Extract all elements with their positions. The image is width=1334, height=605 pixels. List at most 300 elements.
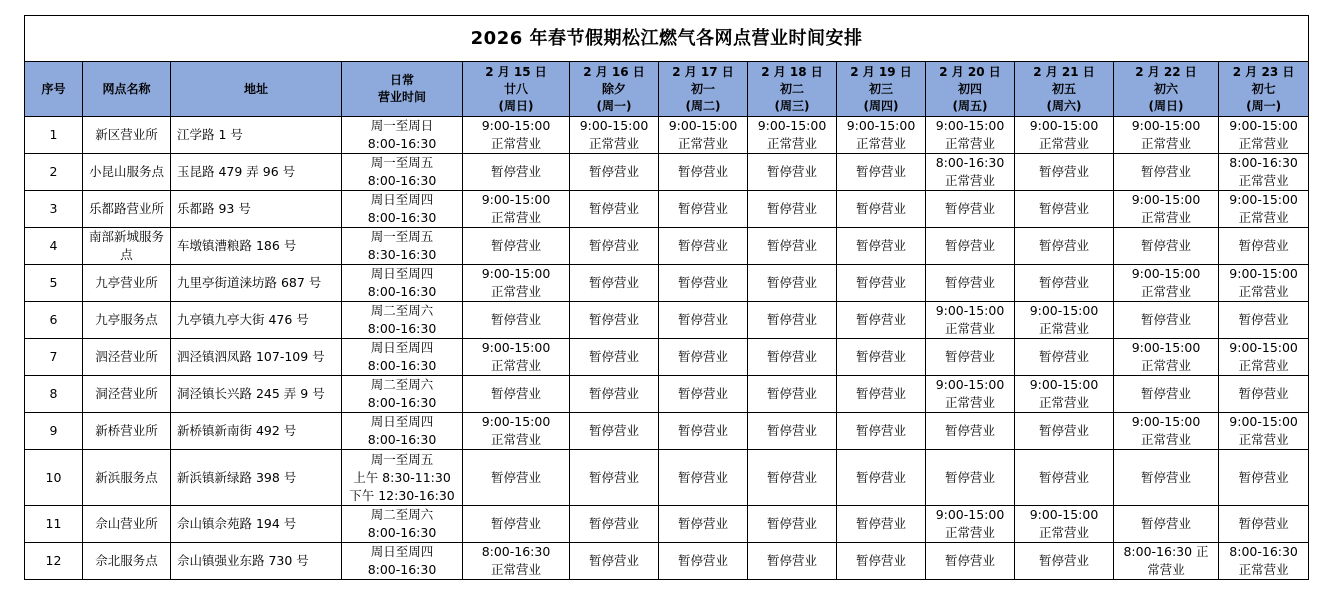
day-status-cell: [1015, 228, 1114, 265]
day-status-cell: [659, 376, 748, 413]
day-status-line: 暂停营业: [490, 516, 541, 531]
row-number: 4: [25, 228, 83, 265]
day-status-cell: [926, 339, 1015, 376]
day-status-cell: [463, 302, 570, 339]
outlet-name: 小昆山服务点: [83, 154, 171, 191]
day-status-cell: [748, 117, 837, 154]
day-status-line: 暂停营业: [1038, 469, 1089, 485]
day-status-cell: [748, 376, 837, 413]
header-address: 地址: [171, 62, 342, 117]
header-day-line: (周日): [498, 98, 534, 113]
day-status-line: 正常营业: [1038, 395, 1089, 410]
header-day-line: 2 月 17 日: [672, 64, 734, 79]
day-status-cell: [659, 265, 748, 302]
day-status-line: 8:00-16:30: [1229, 155, 1298, 170]
day-status-line: 暂停营业: [588, 553, 639, 568]
regular-hours-line: 周一至周五: [370, 155, 434, 170]
day-status-line: 暂停营业: [1140, 164, 1191, 179]
table-row: [25, 543, 1309, 580]
day-status-line: 9:00-15:00: [935, 303, 1005, 318]
day-status-cell: [1219, 228, 1309, 265]
day-status-line: 正常营业: [1238, 284, 1289, 299]
day-status-line: 暂停营业: [855, 553, 906, 568]
header-day-2: [570, 62, 659, 117]
header-day-line: (周一): [596, 98, 632, 113]
day-status-cell: [748, 191, 837, 228]
regular-hours-line: 周日至周四: [370, 414, 434, 429]
day-status-line: 正常营业: [490, 210, 541, 225]
day-status-line: 暂停营业: [677, 469, 728, 485]
day-status-cell: [570, 154, 659, 191]
day-status-line: 正常营业: [490, 358, 541, 373]
header-day-line: (周六): [1046, 98, 1082, 113]
day-status-cell: [570, 339, 659, 376]
header-day-line: 2 月 16 日: [583, 64, 645, 79]
day-status-line: 正常营业: [677, 136, 728, 151]
day-status-line: 正常营业: [1238, 432, 1289, 447]
day-status-line: 9:00-15:00: [1229, 192, 1298, 207]
day-status-line: 暂停营业: [1238, 516, 1289, 531]
row-number: 10: [25, 450, 83, 506]
day-status-line: 暂停营业: [588, 238, 639, 253]
day-status-cell: [837, 506, 926, 543]
day-status-line: 暂停营业: [1038, 275, 1089, 290]
day-status-line: 暂停营业: [944, 423, 995, 438]
day-status-cell: [926, 154, 1015, 191]
regular-hours-line: 周一至周五: [370, 451, 434, 467]
outlet-name: 乐都路营业所: [83, 191, 171, 228]
regular-hours-line: 周日至周四: [370, 192, 434, 207]
regular-hours-line: 8:00-16:30: [367, 395, 437, 410]
day-status-line: 正常营业: [588, 136, 639, 151]
day-status-line: 暂停营业: [855, 516, 906, 531]
day-status-line: 暂停营业: [677, 238, 728, 253]
day-status-cell: [1114, 117, 1219, 154]
day-status-line: 暂停营业: [855, 275, 906, 290]
day-status-line: 暂停营业: [1038, 349, 1089, 364]
day-status-line: 暂停营业: [855, 386, 906, 401]
day-status-line: 9:00-15:00: [1029, 377, 1099, 392]
regular-hours-line: 8:00-16:30: [367, 525, 437, 540]
outlet-address: 九里亭街道涞坊路 687 号: [171, 265, 342, 302]
table-row: [25, 376, 1309, 413]
day-status-cell: [1015, 450, 1114, 506]
day-status-cell: [1219, 154, 1309, 191]
regular-hours: [342, 154, 463, 191]
day-status-line: 暂停营业: [1238, 238, 1289, 253]
header-day-3: [659, 62, 748, 117]
outlet-name: 新浜服务点: [83, 450, 171, 506]
outlet-address: 车墩镇漕粮路 186 号: [171, 228, 342, 265]
day-status-cell: [837, 376, 926, 413]
table-row: [25, 339, 1309, 376]
day-status-line: 暂停营业: [1140, 386, 1191, 401]
day-status-cell: [748, 302, 837, 339]
day-status-line: 暂停营业: [677, 423, 728, 438]
day-status-line: 正常营业: [490, 432, 541, 447]
day-status-cell: [1219, 265, 1309, 302]
day-status-line: 暂停营业: [490, 386, 541, 401]
day-status-cell: [570, 506, 659, 543]
day-status-line: 暂停营业: [855, 312, 906, 327]
outlet-name: 佘山营业所: [83, 506, 171, 543]
header-day-line: 2 月 15 日: [485, 64, 547, 79]
title-row: [25, 16, 1309, 62]
day-status-line: 正常营业: [490, 136, 541, 151]
header-day-1: [463, 62, 570, 117]
day-status-line: 9:00-15:00: [481, 266, 551, 281]
header-day-6: [926, 62, 1015, 117]
day-status-line: 暂停营业: [1038, 238, 1089, 253]
outlet-name: 新桥营业所: [83, 413, 171, 450]
day-status-cell: [748, 450, 837, 506]
regular-hours-line: 周一至周日: [370, 118, 434, 133]
day-status-cell: [463, 450, 570, 506]
regular-hours-line: 下午 12:30-16:30: [349, 487, 455, 503]
regular-hours-line: 周一至周五: [370, 229, 434, 244]
header-day-line: (周一): [1246, 98, 1282, 113]
day-status-cell: [1114, 302, 1219, 339]
day-status-line: 9:00-15:00: [935, 377, 1005, 392]
outlet-name: 南部新城服务点: [83, 228, 171, 265]
day-status-cell: [837, 228, 926, 265]
day-status-line: 暂停营业: [490, 469, 541, 485]
row-number: 8: [25, 376, 83, 413]
header-day-line: 初三: [868, 81, 893, 96]
header-day-5: [837, 62, 926, 117]
day-status-line: 暂停营业: [677, 164, 728, 179]
page-title: 2026 年春节假期松江燃气各网点营业时间安排: [25, 16, 1309, 62]
day-status-line: 9:00-15:00: [481, 340, 551, 355]
day-status-line: 9:00-15:00: [668, 118, 738, 133]
day-status-line: 暂停营业: [944, 553, 995, 568]
regular-hours: [342, 265, 463, 302]
day-status-line: 正常营业: [1238, 210, 1289, 225]
header-day-line: 2 月 22 日: [1135, 64, 1197, 79]
day-status-cell: [570, 228, 659, 265]
day-status-cell: [1015, 117, 1114, 154]
regular-hours: [342, 376, 463, 413]
day-status-line: 暂停营业: [1140, 312, 1191, 327]
header-regular: [342, 62, 463, 117]
day-status-cell: [1219, 191, 1309, 228]
day-status-line: 暂停营业: [588, 516, 639, 531]
day-status-line: 暂停营业: [1238, 386, 1289, 401]
day-status-line: 9:00-15:00: [1131, 192, 1201, 207]
day-status-cell: [463, 191, 570, 228]
day-status-cell: [570, 265, 659, 302]
day-status-cell: [1015, 265, 1114, 302]
day-status-cell: [837, 117, 926, 154]
day-status-line: 9:00-15:00: [1131, 118, 1201, 133]
day-status-line: 正常营业: [766, 136, 817, 151]
day-status-cell: [659, 228, 748, 265]
row-number: 9: [25, 413, 83, 450]
day-status-cell: [926, 376, 1015, 413]
day-status-line: 9:00-15:00: [1229, 266, 1298, 281]
day-status-line: 暂停营业: [677, 386, 728, 401]
header-day-line: 初七: [1251, 81, 1276, 96]
day-status-line: 暂停营业: [766, 516, 817, 531]
header-day-line: 2 月 20 日: [939, 64, 1001, 79]
row-number: 12: [25, 543, 83, 580]
day-status-line: 9:00-15:00: [1029, 118, 1099, 133]
day-status-cell: [463, 339, 570, 376]
outlet-name: 九亭服务点: [83, 302, 171, 339]
header-day-line: 2 月 21 日: [1033, 64, 1095, 79]
outlet-name: 洞泾营业所: [83, 376, 171, 413]
day-status-line: 8:00-16:30: [1229, 544, 1298, 559]
day-status-line: 正常营业: [944, 173, 995, 188]
regular-hours: [342, 117, 463, 154]
day-status-line: 9:00-15:00: [846, 118, 916, 133]
day-status-cell: [463, 154, 570, 191]
day-status-cell: [463, 376, 570, 413]
day-status-line: 暂停营业: [944, 349, 995, 364]
table-row: [25, 506, 1309, 543]
day-status-cell: [1219, 450, 1309, 506]
schedule-sheet: [24, 15, 1308, 580]
day-status-cell: [926, 191, 1015, 228]
header-day-7: [1015, 62, 1114, 117]
row-number: 7: [25, 339, 83, 376]
header-row: [25, 62, 1309, 117]
row-number: 6: [25, 302, 83, 339]
header-day-4: [748, 62, 837, 117]
day-status-cell: [1015, 413, 1114, 450]
day-status-line: 9:00-15:00: [757, 118, 827, 133]
day-status-cell: [1219, 339, 1309, 376]
day-status-line: 正常营业: [1038, 136, 1089, 151]
day-status-line: 9:00-15:00: [1029, 507, 1099, 522]
day-status-line: 暂停营业: [944, 469, 995, 485]
day-status-line: 正常营业: [944, 395, 995, 410]
outlet-name: 泗泾营业所: [83, 339, 171, 376]
header-day-line: 初六: [1153, 81, 1178, 96]
row-number: 3: [25, 191, 83, 228]
day-status-cell: [1114, 191, 1219, 228]
day-status-line: 正常营业: [944, 321, 995, 336]
regular-hours-line: 周二至周六: [370, 377, 434, 392]
outlet-address: 佘山镇强业东路 730 号: [171, 543, 342, 580]
day-status-line: 8:00-16:30 正: [1123, 544, 1209, 559]
table-row: [25, 228, 1309, 265]
header-day-line: 初五: [1051, 81, 1076, 96]
day-status-line: 暂停营业: [1038, 423, 1089, 438]
day-status-line: 暂停营业: [588, 469, 639, 485]
day-status-cell: [570, 302, 659, 339]
day-status-line: 正常营业: [1140, 136, 1191, 151]
row-number: 2: [25, 154, 83, 191]
regular-hours-line: 8:00-16:30: [367, 173, 437, 188]
table-row: [25, 265, 1309, 302]
regular-hours-line: 周二至周六: [370, 303, 434, 318]
day-status-cell: [570, 413, 659, 450]
regular-hours: [342, 339, 463, 376]
header-day-line: (周二): [685, 98, 721, 113]
day-status-line: 暂停营业: [588, 349, 639, 364]
day-status-cell: [1015, 302, 1114, 339]
outlet-address: 玉昆路 479 弄 96 号: [171, 154, 342, 191]
day-status-cell: [659, 154, 748, 191]
day-status-line: 正常营业: [855, 136, 906, 151]
outlet-address: 江学路 1 号: [171, 117, 342, 154]
day-status-cell: [1015, 339, 1114, 376]
day-status-cell: [659, 191, 748, 228]
day-status-cell: [748, 413, 837, 450]
day-status-cell: [1015, 191, 1114, 228]
table-row: [25, 450, 1309, 506]
day-status-cell: [837, 154, 926, 191]
day-status-cell: [1219, 413, 1309, 450]
header-day-line: (周四): [863, 98, 899, 113]
day-status-line: 暂停营业: [677, 312, 728, 327]
day-status-cell: [748, 265, 837, 302]
day-status-line: 暂停营业: [677, 349, 728, 364]
day-status-line: 暂停营业: [1140, 469, 1191, 485]
header-day-line: (周三): [774, 98, 810, 113]
day-status-cell: [837, 302, 926, 339]
row-number: 11: [25, 506, 83, 543]
day-status-line: 正常营业: [490, 562, 541, 577]
day-status-cell: [926, 302, 1015, 339]
header-day-8: [1114, 62, 1219, 117]
table-row: [25, 191, 1309, 228]
regular-hours-line: 周日至周四: [370, 340, 434, 355]
day-status-line: 正常营业: [1140, 358, 1191, 373]
day-status-line: 暂停营业: [766, 164, 817, 179]
day-status-line: 暂停营业: [1140, 516, 1191, 531]
day-status-cell: [1114, 376, 1219, 413]
day-status-line: 9:00-15:00: [1229, 118, 1298, 133]
day-status-line: 暂停营业: [766, 553, 817, 568]
day-status-cell: [1114, 413, 1219, 450]
day-status-line: 9:00-15:00: [935, 118, 1005, 133]
day-status-line: 正常营业: [944, 136, 995, 151]
day-status-cell: [570, 117, 659, 154]
day-status-line: 暂停营业: [855, 423, 906, 438]
day-status-line: 9:00-15:00: [1229, 340, 1298, 355]
day-status-cell: [837, 413, 926, 450]
day-status-line: 常营业: [1147, 562, 1185, 577]
day-status-line: 暂停营业: [855, 469, 906, 485]
day-status-cell: [570, 543, 659, 580]
day-status-cell: [926, 543, 1015, 580]
day-status-line: 9:00-15:00: [1131, 414, 1201, 429]
day-status-cell: [659, 117, 748, 154]
header-day-line: 除夕: [601, 81, 626, 96]
schedule-table: [24, 15, 1309, 580]
header-name: 网点名称: [83, 62, 171, 117]
day-status-cell: [570, 376, 659, 413]
day-status-line: 正常营业: [490, 284, 541, 299]
day-status-line: 暂停营业: [855, 238, 906, 253]
regular-hours-line: 8:00-16:30: [367, 284, 437, 299]
day-status-cell: [926, 506, 1015, 543]
header-day-line: 初四: [957, 81, 982, 96]
day-status-cell: [1114, 450, 1219, 506]
regular-hours-line: 8:00-16:30: [367, 210, 437, 225]
day-status-line: 暂停营业: [766, 386, 817, 401]
regular-hours-line: 8:00-16:30: [367, 321, 437, 336]
day-status-line: 暂停营业: [766, 423, 817, 438]
row-number: 1: [25, 117, 83, 154]
outlet-address: 新桥镇新南街 492 号: [171, 413, 342, 450]
day-status-cell: [463, 117, 570, 154]
table-row: [25, 413, 1309, 450]
day-status-cell: [1219, 302, 1309, 339]
regular-hours: [342, 228, 463, 265]
day-status-line: 暂停营业: [766, 349, 817, 364]
header-day-9: [1219, 62, 1309, 117]
regular-hours-line: 上午 8:30-11:30: [353, 469, 451, 485]
outlet-address: 泗泾镇泗凤路 107-109 号: [171, 339, 342, 376]
day-status-cell: [659, 339, 748, 376]
day-status-line: 暂停营业: [588, 386, 639, 401]
header-day-line: 廿八: [503, 81, 528, 96]
day-status-cell: [463, 506, 570, 543]
regular-hours: [342, 506, 463, 543]
header-regular-line: 日常: [389, 73, 414, 87]
regular-hours: [342, 450, 463, 506]
day-status-cell: [463, 228, 570, 265]
day-status-cell: [463, 265, 570, 302]
day-status-line: 暂停营业: [855, 164, 906, 179]
day-status-line: 暂停营业: [490, 164, 541, 179]
day-status-cell: [748, 339, 837, 376]
day-status-cell: [837, 450, 926, 506]
day-status-cell: [659, 506, 748, 543]
day-status-cell: [1114, 339, 1219, 376]
day-status-cell: [837, 265, 926, 302]
day-status-line: 9:00-15:00: [1131, 266, 1201, 281]
day-status-line: 暂停营业: [855, 349, 906, 364]
day-status-line: 暂停营业: [855, 201, 906, 216]
header-day-line: 初二: [779, 81, 804, 96]
regular-hours-line: 周二至周六: [370, 507, 434, 522]
day-status-line: 正常营业: [1140, 284, 1191, 299]
regular-hours: [342, 191, 463, 228]
day-status-line: 暂停营业: [1038, 164, 1089, 179]
day-status-line: 8:00-16:30: [481, 544, 551, 559]
day-status-line: 9:00-15:00: [1131, 340, 1201, 355]
day-status-line: 暂停营业: [677, 516, 728, 531]
day-status-cell: [1114, 154, 1219, 191]
day-status-cell: [1015, 376, 1114, 413]
day-status-line: 9:00-15:00: [1229, 414, 1298, 429]
day-status-line: 暂停营业: [490, 312, 541, 327]
day-status-cell: [1015, 154, 1114, 191]
day-status-cell: [926, 413, 1015, 450]
day-status-line: 暂停营业: [677, 201, 728, 216]
outlet-address: 新浜镇新绿路 398 号: [171, 450, 342, 506]
outlet-address: 乐都路 93 号: [171, 191, 342, 228]
day-status-cell: [1219, 543, 1309, 580]
day-status-cell: [1015, 506, 1114, 543]
day-status-line: 正常营业: [944, 525, 995, 540]
day-status-cell: [1015, 543, 1114, 580]
day-status-line: 暂停营业: [766, 275, 817, 290]
outlet-address: 佘山镇佘苑路 194 号: [171, 506, 342, 543]
outlet-name: 佘北服务点: [83, 543, 171, 580]
day-status-cell: [659, 543, 748, 580]
table-row: [25, 117, 1309, 154]
day-status-line: 正常营业: [1238, 136, 1289, 151]
day-status-line: 9:00-15:00: [481, 414, 551, 429]
day-status-cell: [748, 228, 837, 265]
day-status-line: 正常营业: [1038, 525, 1089, 540]
day-status-line: 暂停营业: [490, 238, 541, 253]
